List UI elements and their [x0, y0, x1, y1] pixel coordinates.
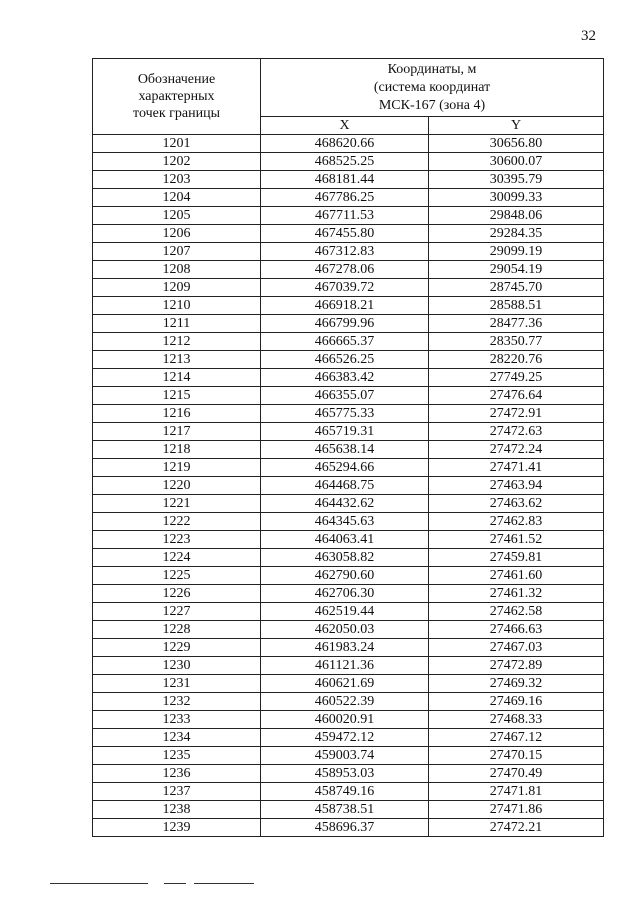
table-row: [93, 657, 604, 675]
y-coordinate-cell: 27461.32: [429, 585, 604, 603]
point-number-cell: 1236: [93, 765, 261, 783]
page-number: 32: [581, 28, 596, 44]
x-coordinate-cell: 464468.75: [261, 477, 429, 495]
point-number-cell: 1224: [93, 549, 261, 567]
x-coordinate-cell: 461121.36: [261, 657, 429, 675]
x-coordinate-cell: 467278.06: [261, 261, 429, 279]
y-coordinate-cell: 27459.81: [429, 549, 604, 567]
table-row: [93, 819, 604, 837]
x-coordinate-cell: 467312.83: [261, 243, 429, 261]
y-coordinate-cell: 27476.64: [429, 387, 604, 405]
y-coordinate-cell: 27472.91: [429, 405, 604, 423]
y-coordinate-cell: 27472.21: [429, 819, 604, 837]
x-coordinate-cell: 466355.07: [261, 387, 429, 405]
table-row: [93, 297, 604, 315]
table-row: [93, 729, 604, 747]
x-coordinate-cell: 466918.21: [261, 297, 429, 315]
y-coordinate-cell: 30395.79: [429, 171, 604, 189]
point-number-cell: 1220: [93, 477, 261, 495]
x-coordinate-cell: 468181.44: [261, 171, 429, 189]
table-row: [93, 171, 604, 189]
point-number-cell: 1214: [93, 369, 261, 387]
y-coordinate-cell: 27462.58: [429, 603, 604, 621]
x-coordinate-cell: 460522.39: [261, 693, 429, 711]
x-coordinate-cell: 467711.53: [261, 207, 429, 225]
y-coordinate-cell: 27463.62: [429, 495, 604, 513]
coordinates-header-line: (система координат: [373, 79, 491, 95]
table-row: [93, 225, 604, 243]
x-coordinate-cell: 465638.14: [261, 441, 429, 459]
table-row: [93, 315, 604, 333]
point-number-cell: 1215: [93, 387, 261, 405]
table-row: [93, 423, 604, 441]
designation-header-line: Обозначение: [137, 72, 216, 87]
point-number-cell: 1207: [93, 243, 261, 261]
point-number-cell: 1239: [93, 819, 261, 837]
table-row: [93, 477, 604, 495]
footer-rule: [50, 883, 148, 884]
table-row: [93, 747, 604, 765]
x-coordinate-cell: 462050.03: [261, 621, 429, 639]
x-coordinate-cell: 465719.31: [261, 423, 429, 441]
table-row: [93, 765, 604, 783]
y-coordinate-cell: 27469.32: [429, 675, 604, 693]
footer-rule: [164, 883, 186, 884]
coordinates-header-line: Координаты, м: [387, 61, 477, 77]
y-coordinate-cell: 30656.80: [429, 135, 604, 153]
table-row: [93, 801, 604, 819]
x-coordinate-cell: 468620.66: [261, 135, 429, 153]
y-coordinate-cell: 27468.33: [429, 711, 604, 729]
table-row: [93, 675, 604, 693]
y-coordinate-cell: 29284.35: [429, 225, 604, 243]
y-coordinate-cell: 30099.33: [429, 189, 604, 207]
table-row: [93, 261, 604, 279]
table-row: [93, 513, 604, 531]
coordinates-table: [92, 58, 604, 837]
designation-header-line: точек границы: [133, 106, 220, 121]
point-number-cell: 1232: [93, 693, 261, 711]
y-coordinate-cell: 29099.19: [429, 243, 604, 261]
coordinates-header: [261, 59, 604, 117]
x-coordinate-cell: 459003.74: [261, 747, 429, 765]
y-coordinate-cell: 27472.89: [429, 657, 604, 675]
point-number-cell: 1225: [93, 567, 261, 585]
x-coordinate-cell: 464063.41: [261, 531, 429, 549]
y-coordinate-cell: 30600.07: [429, 153, 604, 171]
y-coordinate-cell: 29848.06: [429, 207, 604, 225]
point-number-cell: 1226: [93, 585, 261, 603]
x-coordinate-cell: 466383.42: [261, 369, 429, 387]
x-coordinate-cell: 462790.60: [261, 567, 429, 585]
x-column-header: X: [261, 117, 429, 135]
table-row: [93, 279, 604, 297]
y-coordinate-cell: 27472.24: [429, 441, 604, 459]
table-row: [93, 333, 604, 351]
x-coordinate-cell: 465294.66: [261, 459, 429, 477]
x-coordinate-cell: 464345.63: [261, 513, 429, 531]
table-row: [93, 531, 604, 549]
table-row: [93, 135, 604, 153]
y-column-header: Y: [429, 117, 604, 135]
y-coordinate-cell: 27463.94: [429, 477, 604, 495]
point-number-cell: 1201: [93, 135, 261, 153]
table-row: [93, 153, 604, 171]
point-number-cell: 1203: [93, 171, 261, 189]
point-number-cell: 1216: [93, 405, 261, 423]
point-number-cell: 1218: [93, 441, 261, 459]
table-row: [93, 639, 604, 657]
table-row: [93, 585, 604, 603]
y-coordinate-cell: 27470.49: [429, 765, 604, 783]
x-coordinate-cell: 458749.16: [261, 783, 429, 801]
table-row: [93, 441, 604, 459]
point-number-cell: 1212: [93, 333, 261, 351]
point-number-cell: 1234: [93, 729, 261, 747]
point-number-cell: 1208: [93, 261, 261, 279]
y-coordinate-cell: 28745.70: [429, 279, 604, 297]
footer-rule: [194, 883, 254, 884]
point-number-cell: 1235: [93, 747, 261, 765]
table-row: [93, 495, 604, 513]
y-coordinate-cell: 27461.52: [429, 531, 604, 549]
x-coordinate-cell: 463058.82: [261, 549, 429, 567]
point-number-cell: 1238: [93, 801, 261, 819]
y-coordinate-cell: 28350.77: [429, 333, 604, 351]
point-number-cell: 1202: [93, 153, 261, 171]
y-coordinate-cell: 27472.63: [429, 423, 604, 441]
table-row: [93, 459, 604, 477]
designation-header-line: характерных: [138, 89, 215, 104]
table-row: [93, 621, 604, 639]
x-coordinate-cell: 462706.30: [261, 585, 429, 603]
coordinates-header-line: МСК-167 (зона 4): [378, 97, 486, 113]
table-row: [93, 693, 604, 711]
point-number-cell: 1209: [93, 279, 261, 297]
point-number-cell: 1210: [93, 297, 261, 315]
x-coordinate-cell: 464432.62: [261, 495, 429, 513]
table-row: [93, 207, 604, 225]
y-coordinate-cell: 27471.41: [429, 459, 604, 477]
point-number-cell: 1237: [93, 783, 261, 801]
y-coordinate-cell: 28588.51: [429, 297, 604, 315]
point-number-cell: 1217: [93, 423, 261, 441]
table-row: [93, 567, 604, 585]
table-row: [93, 549, 604, 567]
point-number-cell: 1211: [93, 315, 261, 333]
point-number-cell: 1213: [93, 351, 261, 369]
table-row: [93, 603, 604, 621]
point-number-cell: 1204: [93, 189, 261, 207]
table-row: [93, 189, 604, 207]
x-coordinate-cell: 466665.37: [261, 333, 429, 351]
table-row: [93, 711, 604, 729]
table-row: [93, 783, 604, 801]
table-body: [93, 135, 604, 837]
point-number-cell: 1206: [93, 225, 261, 243]
designation-header: [93, 59, 261, 135]
y-coordinate-cell: 27471.86: [429, 801, 604, 819]
x-coordinate-cell: 467039.72: [261, 279, 429, 297]
y-coordinate-cell: 27471.81: [429, 783, 604, 801]
x-coordinate-cell: 466799.96: [261, 315, 429, 333]
x-coordinate-cell: 458953.03: [261, 765, 429, 783]
table-row: [93, 369, 604, 387]
point-number-cell: 1231: [93, 675, 261, 693]
point-number-cell: 1222: [93, 513, 261, 531]
y-coordinate-cell: 27749.25: [429, 369, 604, 387]
y-coordinate-cell: 27461.60: [429, 567, 604, 585]
x-coordinate-cell: 458696.37: [261, 819, 429, 837]
point-number-cell: 1227: [93, 603, 261, 621]
x-coordinate-cell: 467455.80: [261, 225, 429, 243]
x-coordinate-cell: 461983.24: [261, 639, 429, 657]
x-coordinate-cell: 460621.69: [261, 675, 429, 693]
point-number-cell: 1223: [93, 531, 261, 549]
x-coordinate-cell: 466526.25: [261, 351, 429, 369]
y-coordinate-cell: 28477.36: [429, 315, 604, 333]
table-row: [93, 387, 604, 405]
y-coordinate-cell: 27469.16: [429, 693, 604, 711]
table-row: [93, 405, 604, 423]
x-coordinate-cell: 462519.44: [261, 603, 429, 621]
table-row: [93, 351, 604, 369]
point-number-cell: 1229: [93, 639, 261, 657]
x-coordinate-cell: 460020.91: [261, 711, 429, 729]
y-coordinate-cell: 29054.19: [429, 261, 604, 279]
point-number-cell: 1228: [93, 621, 261, 639]
y-coordinate-cell: 27467.03: [429, 639, 604, 657]
point-number-cell: 1205: [93, 207, 261, 225]
x-coordinate-cell: 465775.33: [261, 405, 429, 423]
point-number-cell: 1233: [93, 711, 261, 729]
y-coordinate-cell: 28220.76: [429, 351, 604, 369]
y-coordinate-cell: 27462.83: [429, 513, 604, 531]
x-coordinate-cell: 458738.51: [261, 801, 429, 819]
y-coordinate-cell: 27467.12: [429, 729, 604, 747]
table-header: [93, 59, 604, 135]
x-coordinate-cell: 467786.25: [261, 189, 429, 207]
x-coordinate-cell: 459472.12: [261, 729, 429, 747]
point-number-cell: 1221: [93, 495, 261, 513]
point-number-cell: 1230: [93, 657, 261, 675]
x-coordinate-cell: 468525.25: [261, 153, 429, 171]
y-coordinate-cell: 27466.63: [429, 621, 604, 639]
point-number-cell: 1219: [93, 459, 261, 477]
y-coordinate-cell: 27470.15: [429, 747, 604, 765]
table-row: [93, 243, 604, 261]
